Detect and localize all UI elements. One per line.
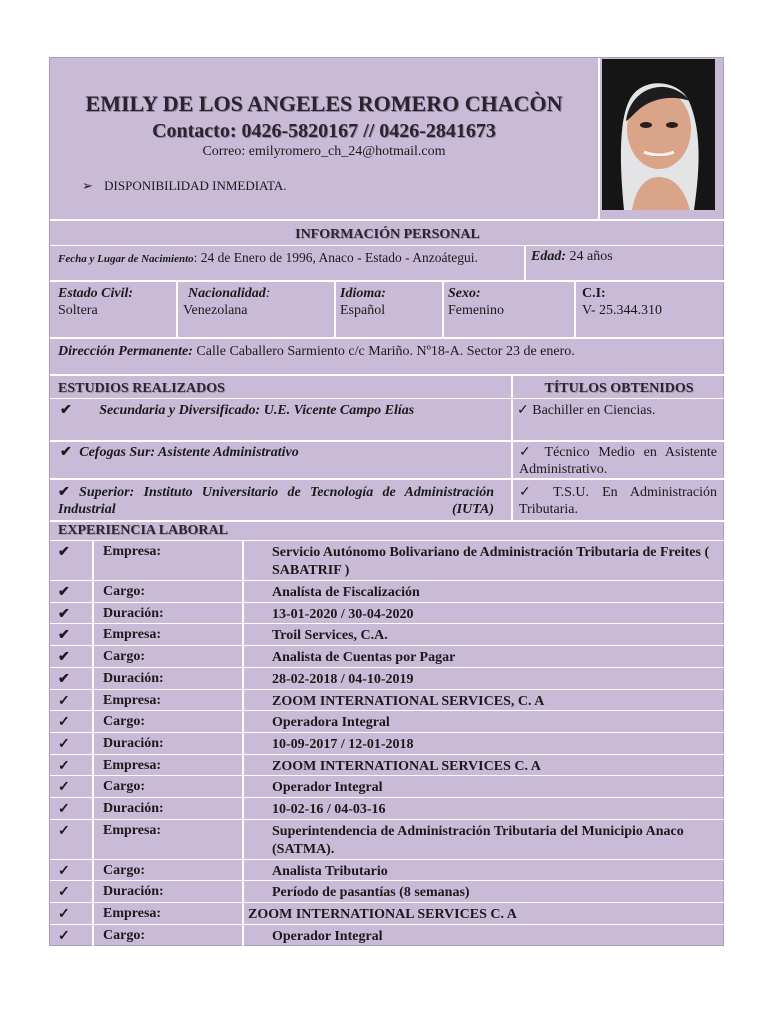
contact-email: Correo: emilyromero_ch_24@hotmail.com [202,144,446,159]
availability-line [82,178,287,194]
degree-text: Bachiller en Ciencias. [532,403,656,418]
experience-row [50,755,725,777]
experience-label: Cargo: [103,862,145,878]
civil-status-label: Estado Civil: [58,286,134,301]
check-icon: ✓ [58,715,70,731]
experience-value: 28-02-2018 / 04-10-2019 [272,671,414,687]
degree-row-2 [519,444,717,478]
experience-value: Servicio Autónomo Bolivariano de Administración Tributaria de Freites ( SABATRIF ) [272,545,710,578]
nationality-value: Venezolana [183,303,248,318]
degree-text: T.S.U. En Administración Tributaria. [519,485,718,517]
check-icon: ✓ [58,863,70,879]
experience-value: Operador Integral [272,928,383,944]
experience-label: Empresa: [103,544,162,559]
experience-row [50,903,725,925]
check-icon: ✔ [60,403,72,418]
experience-label: Duración: [103,735,164,751]
experience-value: ZOOM INTERNATIONAL SERVICES, C. A [272,693,545,709]
experience-row [50,581,725,603]
check-icon: ✓ [58,907,70,923]
check-icon: ✓ [519,485,541,500]
arrow-bullet-icon: ➢ [82,178,93,193]
experience-label: Empresa: [103,906,162,922]
id-value: V- 25.344.310 [582,303,662,318]
experience-value: Analista de Cuentas por Pagar [272,650,456,666]
experience-label: Cargo: [103,584,145,599]
experience-value: Superintendencia de Administración Tributaria del Municipio Anaco (SATMA). [272,823,684,857]
study-row-2 [60,444,299,461]
check-icon: ✓ [58,780,70,796]
degree-row-3 [519,484,717,518]
birth-row [58,250,523,266]
experience-value: Operadora Integral [272,715,390,731]
experience-value: 10-02-16 / 04-03-16 [272,802,386,817]
experience-value: 10-09-2017 / 12-01-2018 [272,736,414,752]
experience-label: Duración: [103,670,164,686]
personal-info-heading: INFORMACIÓN PERSONAL [295,227,480,242]
experience-row [50,541,725,581]
degrees-heading: TÍTULOS OBTENIDOS [544,381,694,396]
experience-row [50,820,725,860]
birth-value: : 24 de Enero de 1996, Anaco - Estado - Anzoátegui. [193,250,478,265]
experience-value: Operador Integral [272,780,383,796]
sex-label: Sexo: [448,286,481,301]
language-value: Español [340,303,386,318]
check-icon: ✔ [58,671,70,687]
experience-label: Empresa: [103,692,162,708]
profile-photo [602,59,715,210]
experience-label: Cargo: [103,779,145,795]
experience-value: ZOOM INTERNATIONAL SERVICES C. A [248,907,517,923]
check-icon: ✓ [58,736,70,752]
experience-label: Empresa: [103,757,162,773]
experience-value: Troil Services, C.A. [272,628,388,644]
check-icon: ✓ [58,885,70,901]
experience-label: Empresa: [103,822,162,838]
age-row [531,249,613,265]
check-icon: ✓ [58,928,70,944]
experience-row [50,860,725,882]
address-label: Dirección Permanente: [58,344,193,359]
check-icon: ✓ [58,693,70,709]
contact-phones: Contacto: 0426-5820167 // 0426-2841673 [152,120,496,142]
study-row-3 [58,484,494,518]
experience-label: Cargo: [103,927,145,943]
check-icon: ✔ [58,650,70,666]
study-text: Cefogas Sur: Asistente Administrativo [79,445,299,460]
experience-row [50,668,725,690]
check-icon: ✔ [60,445,72,460]
experience-value: Período de pasantías (8 semanas) [272,885,470,901]
check-icon: ✓ [519,445,536,460]
experience-label: Duración: [103,801,164,816]
experience-row [50,881,725,903]
civil-status-value: Soltera [58,303,98,318]
experience-label: Duración: [103,884,164,900]
availability-text: DISPONIBILIDAD INMEDIATA. [104,178,287,193]
degree-row-1 [517,402,655,419]
experience-label: Cargo: [103,714,145,730]
check-icon: ✔ [58,585,70,600]
birth-label: Fecha y Lugar de Nacimiento [58,253,194,265]
check-icon: ✔ [58,485,70,500]
experience-value: 13-01-2020 / 30-04-2020 [272,606,414,622]
resume-document [49,57,724,946]
check-icon: ✔ [58,628,70,644]
study-text: Secundaria y Diversificado: U.E. Vicente Campo Elías [99,403,415,418]
candidate-name: EMILY DE LOS ANGELES ROMERO CHACÒN [85,91,563,116]
experience-row [50,690,725,712]
experience-value: Analista Tributario [272,863,388,879]
study-text: Superior: Instituto Universitario de Tecnología de Administración Industrial (IUTA) [58,485,494,517]
id-label: C.I: [582,286,606,301]
experience-value: Analísta de Fiscalización [272,585,420,600]
language-label: Idioma: [340,286,386,301]
experience-row [50,711,725,733]
experience-row [50,624,725,646]
check-icon: ✓ [58,823,70,839]
experience-row [50,603,725,625]
experience-label: Duración: [103,605,164,621]
age-value: 24 años [569,249,613,264]
sex-value: Femenino [448,303,504,318]
experience-row [50,733,725,755]
experience-row [50,798,725,820]
check-icon: ✓ [58,802,70,817]
age-label: Edad: [531,249,566,264]
address-value: Calle Caballero Sarmiento c/c Mariño. Nº18-A. Sector 23 de enero. [196,344,575,359]
check-icon: ✔ [58,606,70,622]
check-icon: ✓ [517,403,529,418]
check-icon: ✓ [58,758,70,774]
nationality-label: Nacionalidad: [188,286,271,301]
experience-value: ZOOM INTERNATIONAL SERVICES C. A [272,758,541,774]
degree-text: Técnico Medio en Asistente Administrativo. [519,445,717,477]
experience-heading: EXPERIENCIA LABORAL [58,523,228,538]
experience-label: Empresa: [103,627,162,643]
experience-row [50,925,725,947]
experience-label: Cargo: [103,649,145,665]
studies-heading: ESTUDIOS REALIZADOS [58,381,225,396]
study-row-1 [60,402,414,419]
address-row [58,344,575,360]
check-icon: ✔ [58,545,70,560]
experience-row [50,776,725,798]
experience-row [50,646,725,668]
